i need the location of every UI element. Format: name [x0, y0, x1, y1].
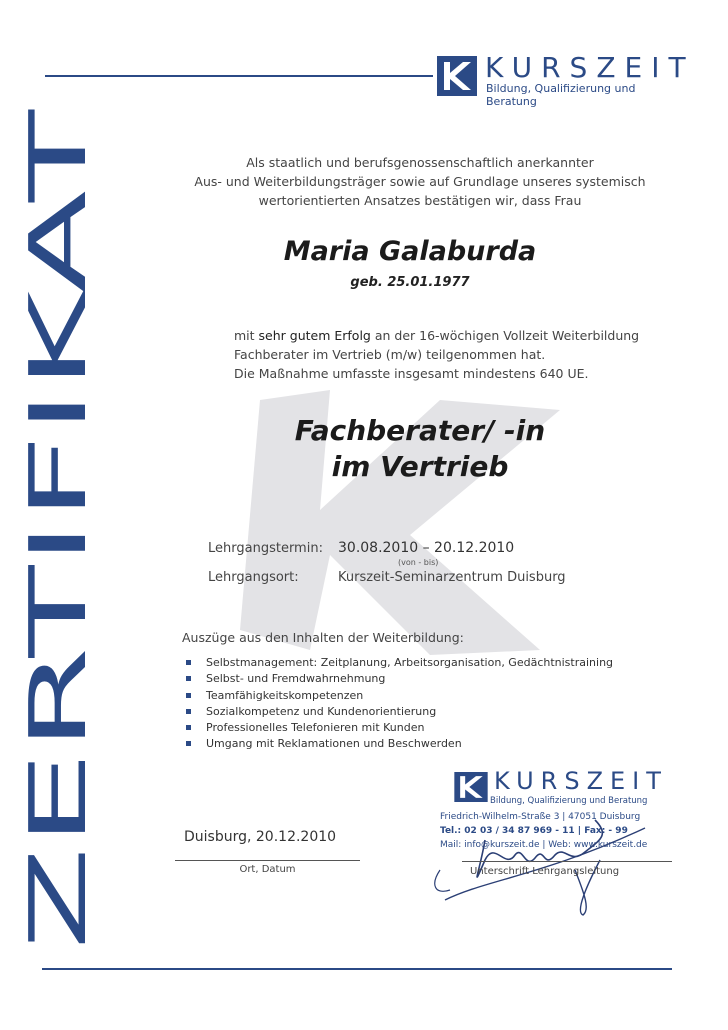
bottom-rule — [42, 968, 672, 970]
intro-line: Aus- und Weiterbildungsträger sowie auf Grundlage unseres systemisch — [194, 174, 646, 189]
body-text — [234, 326, 639, 383]
place-date: Duisburg, 20.12.2010 — [184, 829, 337, 845]
recipient-name: Maria Galaburda — [283, 236, 537, 267]
course-date-label: Lehrgangstermin: — [208, 541, 323, 556]
handwritten-signature — [425, 800, 665, 920]
list-item: Sozialkompetenz und Kundenorientierung — [182, 704, 613, 720]
intro-line: Als staatlich und berufsgenossenschaftlich anerkannter — [246, 155, 594, 170]
signature-line — [462, 861, 672, 862]
body-prefix: mit — [234, 328, 259, 343]
top-rule — [45, 75, 433, 77]
recipient-birth: geb. 25.01.1977 — [350, 275, 470, 290]
qualification-line: im Vertrieb — [331, 450, 509, 483]
stamp-tagline: Bildung, Qualifizierung und Beratung — [490, 796, 648, 806]
body-suffix: an der 16-wöchigen Vollzeit Weiterbildung — [370, 328, 640, 343]
course-date-note: (von - bis) — [398, 558, 439, 567]
qualification-line: Fachberater/ -in — [294, 414, 546, 447]
intro-line: wertorientierten Ansatzes bestätigen wir, dass Frau — [258, 193, 582, 208]
list-item: Selbst- und Fremdwahrnehmung — [182, 671, 613, 687]
k-logo-icon — [437, 56, 477, 96]
brand-tagline: Bildung, Qualifizierung und Beratung — [486, 82, 636, 108]
place-date-label: Ort, Datum — [239, 864, 296, 875]
body-emphasis: sehr gutem Erfolg — [258, 328, 371, 343]
vertical-title — [14, 105, 104, 950]
intro-text — [120, 153, 720, 210]
brand-logo — [437, 51, 695, 108]
body-line — [234, 326, 639, 345]
contents-heading: Auszüge aus den Inhalten der Weiterbildung: — [182, 630, 464, 645]
place-date-line — [175, 860, 360, 861]
list-item: Selbstmanagement: Zeitplanung, Arbeitsorganisation, Gedächtnistraining — [182, 655, 613, 671]
stamp-address: Friedrich-Wilhelm-Straße 3 | 47051 Duisburg — [440, 812, 641, 822]
body-line: Die Maßnahme umfasste insgesamt mindestens 640 UE. — [234, 366, 589, 381]
signature-label: Unterschrift Lehrgangsleitung — [470, 866, 620, 877]
qualification-title — [210, 413, 630, 485]
stamp-phone: Tel.: 02 03 / 34 87 969 - 11 | Fax: - 99 — [440, 826, 628, 836]
svg-text:ZERTIFIKAT: ZERTIFIKAT — [14, 515, 104, 950]
course-place-label: Lehrgangsort: — [208, 570, 299, 585]
stamp-web: Mail: info@kurszeit.de | Web: www.kurszeit.de — [440, 840, 648, 850]
list-item: Teamfähigkeitskompetenzen — [182, 688, 613, 704]
k-logo-icon — [454, 772, 488, 802]
brand-name: KURSZEIT — [485, 51, 695, 84]
watermark-logo — [180, 360, 580, 660]
course-place-value: Kurszeit-Seminarzentrum Duisburg — [338, 570, 566, 585]
list-item: Umgang mit Reklamationen und Beschwerden — [182, 736, 613, 752]
contents-list — [182, 655, 613, 753]
list-item: Professionelles Telefonieren mit Kunden — [182, 720, 613, 736]
stamp-name: KURSZEIT — [494, 767, 668, 795]
body-line: Fachberater im Vertrieb (m/w) teilgenommen hat. — [234, 347, 546, 362]
course-date-value: 30.08.2010 – 20.12.2010 — [338, 540, 515, 556]
